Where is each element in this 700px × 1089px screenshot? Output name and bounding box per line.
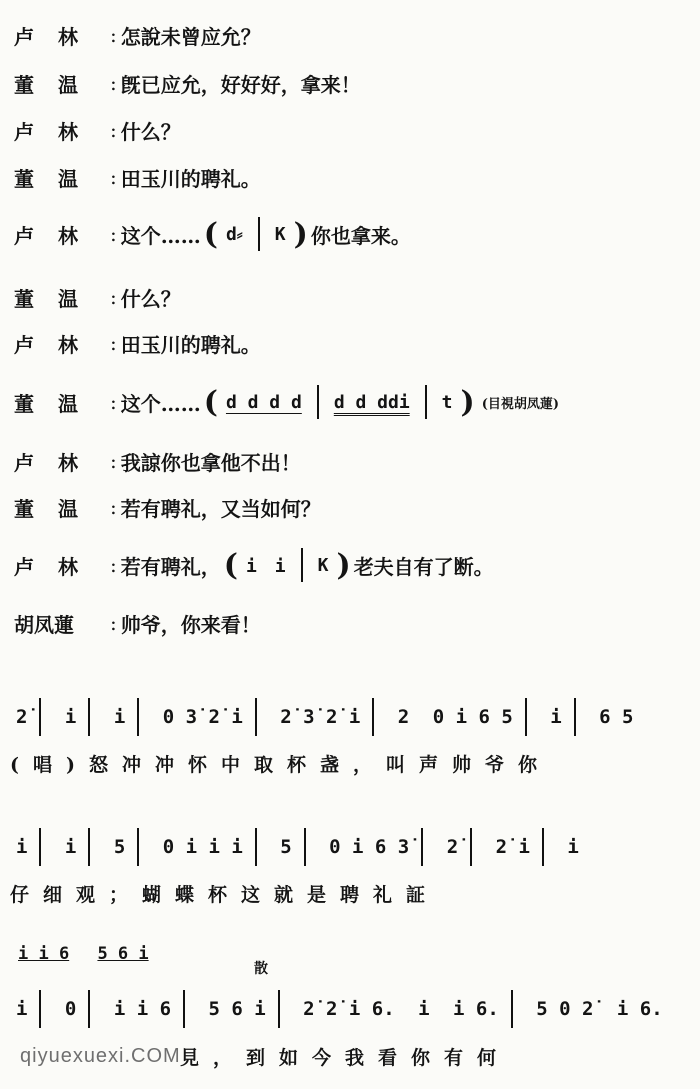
dialogue-text: 若有聘礼，又当如何？ — [120, 496, 321, 521]
music-note: 0 i 6 3̇ — [329, 836, 410, 858]
music-note: K — [274, 223, 286, 245]
music-note: d d d d — [225, 391, 302, 413]
dialogue-line: 董 温 : 田玉川的聘礼。 — [14, 160, 261, 194]
dialogue-text: 什么？ — [120, 119, 181, 144]
speaker-name: 卢 林 — [14, 554, 80, 579]
dialogue-text: 老夫自有了断。 — [353, 554, 494, 579]
speaker-name: 董 温 — [14, 496, 80, 521]
music-note: i — [113, 706, 126, 728]
bar-line — [425, 385, 427, 419]
music-note: i — [16, 998, 28, 1020]
music-note: 5 0 2̇ — [536, 998, 594, 1020]
music-note: 0 i 6 5 — [432, 706, 513, 728]
music-note: 2̇ — [16, 706, 28, 728]
music-note: i i — [245, 556, 286, 577]
music-note: 0 i i i — [162, 836, 243, 858]
music-note: 5 6 i — [97, 944, 149, 964]
score-notes — [10, 698, 686, 738]
music-note: t — [441, 391, 453, 413]
dialogue-text: 这个…… — [120, 223, 201, 248]
dialogue-text: 旣已应允，好好好，拿来！ — [120, 72, 361, 97]
dialogue-line: 卢 林 : 什么？ — [14, 113, 181, 147]
music-note: i — [567, 836, 579, 858]
music-note: 2̇ 2̇ i 6. — [303, 998, 395, 1020]
music-note: 5 — [113, 836, 126, 858]
dialogue-text: 这个…… — [120, 391, 201, 416]
bar-line — [317, 385, 319, 419]
dialogue-text: 怎說未曾应允？ — [120, 24, 261, 49]
dialogue-text: 什么？ — [120, 286, 181, 311]
bar-line — [301, 548, 303, 582]
score-notes — [10, 990, 686, 1030]
speaker-name: 卢 林 — [14, 24, 80, 49]
speaker-name: 董 温 — [14, 391, 80, 416]
dialogue-text: 田玉川的聘礼。 — [120, 332, 261, 357]
upper-notes — [18, 944, 167, 964]
score-row — [10, 698, 686, 738]
music-note: 2̇ i — [495, 836, 530, 858]
music-note: i i 6 — [113, 998, 172, 1020]
dialogue-line: 胡凤蓮 : 帅爷，你来看！ — [14, 606, 261, 640]
music-note: K — [317, 554, 329, 576]
lyric-line: 仔细观；蝴蝶杯这就是聘礼証 — [10, 884, 440, 906]
music-note: 5 — [280, 836, 292, 858]
dialogue-line: 董 温 : 什么？ — [14, 280, 181, 314]
dialogue-line: 董 温 : 这个…… ( d d d d d d ddi t ) (目視胡凤蓮) — [14, 384, 560, 420]
music-note: i — [64, 706, 77, 728]
dialogue-text: 田玉川的聘礼。 — [120, 166, 261, 191]
music-note: 2̇ 3̇ 2̇ i — [280, 706, 361, 728]
music-note: 2 — [397, 706, 410, 728]
music-note: d d ddi — [333, 391, 410, 413]
dialogue-text: 帅爷，你来看！ — [120, 612, 261, 637]
dialogue-line: 卢 林 : 我諒你也拿他不出！ — [14, 444, 301, 478]
music-note: 6 5 — [599, 706, 634, 728]
music-note: i i 6 — [18, 944, 70, 964]
speaker-name: 董 温 — [14, 166, 80, 191]
music-note: i — [418, 998, 430, 1020]
music-note: i — [16, 836, 28, 858]
music-note: 0 3̇ 2̇ i — [162, 706, 243, 728]
speaker-name: 卢 林 — [14, 332, 80, 357]
speaker-name: 董 温 — [14, 286, 80, 311]
dialogue-line: 卢 林 : 田玉川的聘礼。 — [14, 326, 261, 360]
dialogue-text: 你也拿来。 — [310, 223, 411, 248]
speaker-name: 卢 林 — [14, 223, 80, 248]
music-note: i 6. — [616, 998, 663, 1020]
score-row — [10, 828, 686, 868]
dialogue-line: 卢 林 : 若有聘礼， ( i i K ) 老夫自有了断。 — [14, 547, 494, 583]
music-note: 5 6 i — [208, 998, 266, 1020]
music-note: d⸗ — [225, 223, 243, 245]
dialogue-line: 卢 林 : 这个…… ( d⸗ K ) 你也拿来。 — [14, 216, 411, 252]
speaker-name: 胡凤蓮 — [14, 612, 74, 637]
dialogue-text: 我諒你也拿他不出！ — [120, 450, 301, 475]
dialogue-line: 董 温 : 若有聘礼，又当如何？ — [14, 490, 321, 524]
watermark: qiyuexuexi.COM — [20, 1045, 181, 1067]
bar-line — [258, 217, 260, 251]
san-mark: 散 — [254, 961, 268, 977]
speaker-name: 卢 林 — [14, 450, 80, 475]
music-note: i 6. — [453, 998, 499, 1020]
lyric-line: (唱)怒冲冲怀中取杯盏，叫声帅爷你 — [10, 754, 551, 776]
speaker-name: 卢 林 — [14, 119, 80, 144]
speaker-name: 董 温 — [14, 72, 80, 97]
music-note: i — [64, 836, 77, 858]
dialogue-text: 若有聘礼， — [120, 554, 221, 579]
music-note: i — [550, 706, 562, 728]
dialogue-line: 卢 林 : 怎說未曾应允？ — [14, 18, 261, 52]
music-note: 2̇ — [446, 836, 459, 858]
stage-direction: (目視胡凤蓮) — [481, 396, 560, 412]
score-notes — [10, 828, 686, 868]
music-note: 0 — [64, 998, 77, 1020]
dialogue-line: 董 温 : 旣已应允，好好好，拿来！ — [14, 66, 361, 100]
score-row — [10, 990, 686, 1030]
lyric-line: 見，到如今我看你有何 — [180, 1047, 511, 1069]
